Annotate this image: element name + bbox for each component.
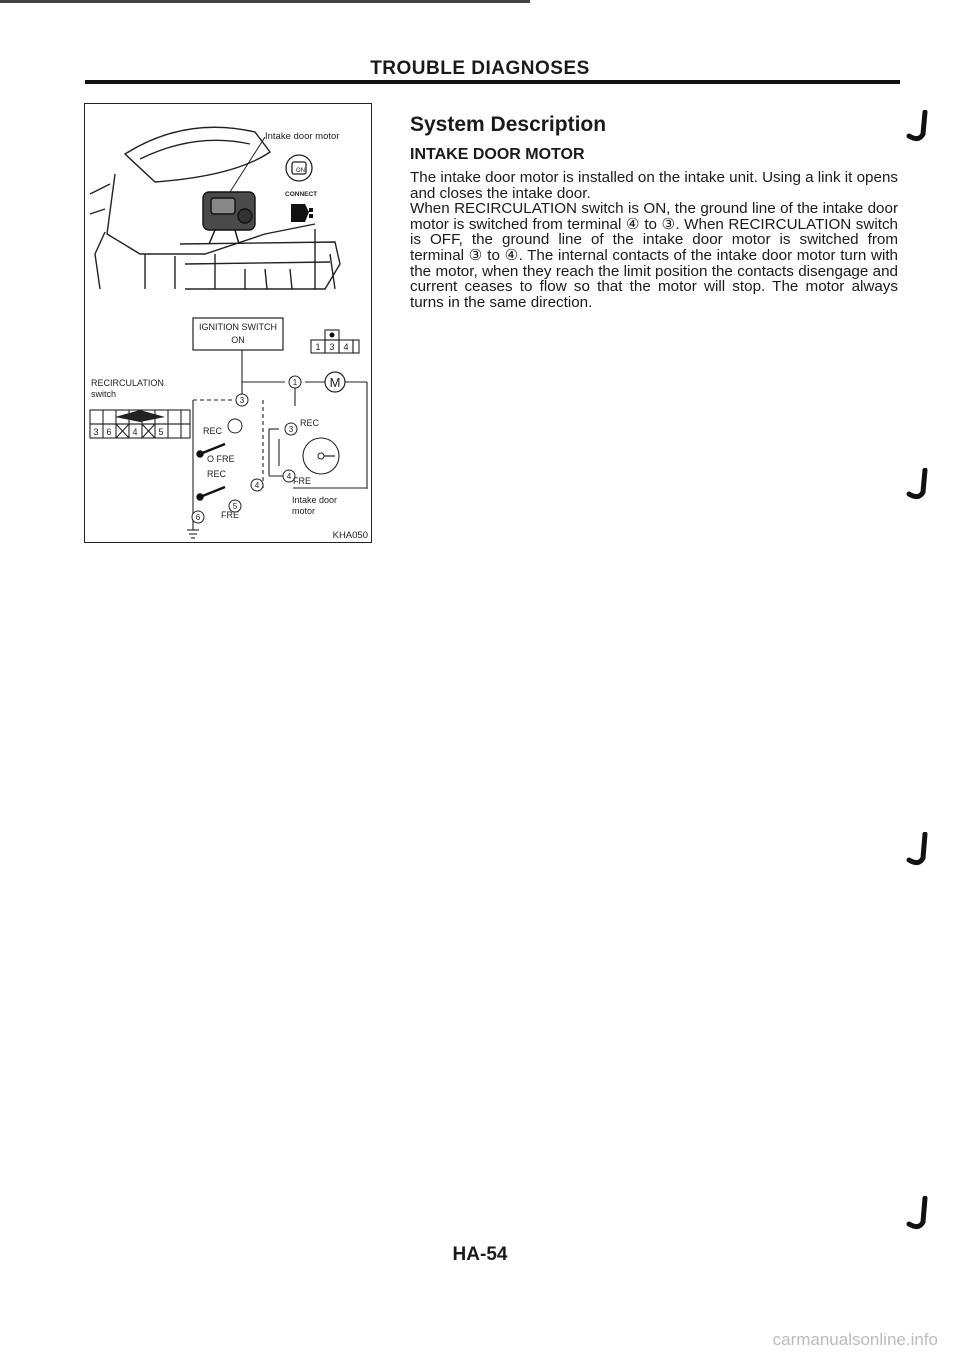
switch-fre-label: FRE xyxy=(221,510,239,520)
edge-tick-mark-3 xyxy=(905,832,933,868)
ign-pin-3: 3 xyxy=(329,342,335,352)
recirc-connector-lock xyxy=(115,410,165,422)
recirc-pin-6: 6 xyxy=(106,427,112,437)
terminal-5: 5 xyxy=(232,502,238,511)
motor-sublabel: motor xyxy=(292,506,316,516)
intake-door-motor-figure xyxy=(84,103,372,543)
header-rule xyxy=(85,80,900,84)
edge-tick-mark-2 xyxy=(905,468,933,502)
section-title: System Description xyxy=(410,113,607,136)
ignition-switch-label: IGNITION SWITCH xyxy=(199,322,277,332)
motor-fre-label: FRE xyxy=(293,476,311,486)
motor-body-illustration xyxy=(203,192,255,244)
connector-label: CONNECT xyxy=(285,191,318,198)
system-description-body xyxy=(410,170,898,310)
figure-drawing xyxy=(85,104,372,543)
top-edge-rule xyxy=(0,0,530,3)
recirc-pin-5: 5 xyxy=(158,427,164,437)
figure-code: KHA050 xyxy=(332,530,368,541)
terminal-6: 6 xyxy=(195,513,201,522)
ign-pin-1: 1 xyxy=(315,342,321,352)
paragraph-1: The intake door motor is installed on the intake unit. Using a link it opens and closes the intake door. xyxy=(410,169,898,202)
motor-symbol-text: M xyxy=(329,375,341,390)
terminal-4-motor: 4 xyxy=(286,472,292,481)
connector-icon xyxy=(291,204,313,222)
rec-contact-symbol xyxy=(228,419,242,433)
intake-door-motor-label: Intake door motor xyxy=(265,131,340,142)
subsection-title: INTAKE DOOR MOTOR xyxy=(410,146,585,163)
recirculation-switch-label: RECIRCULATION xyxy=(91,378,164,388)
terminal-1: 1 xyxy=(292,378,298,387)
ignition-switch-on-label: ON xyxy=(231,335,245,345)
motor-rec-label: REC xyxy=(300,418,320,428)
edge-tick-mark-4 xyxy=(905,1196,933,1232)
recirc-pin-4: 4 xyxy=(132,427,138,437)
ign-pin-4: 4 xyxy=(343,342,349,352)
page-header-title: TROUBLE DIAGNOSES xyxy=(370,58,590,79)
terminal-3-motor: 3 xyxy=(288,425,294,434)
on-icon-text: ON xyxy=(296,168,305,174)
switch-rec-label-upper: REC xyxy=(203,426,223,436)
recirc-pin-3: 3 xyxy=(93,427,99,437)
page-number: HA-54 xyxy=(452,1244,508,1265)
recirculation-switch-sublabel: switch xyxy=(91,389,117,399)
watermark: carmanualsonline.info xyxy=(772,1330,938,1349)
motor-label: Intake door xyxy=(292,495,338,505)
paragraph-2: When RECIRCULATION switch is ON, the ground line of the intake door motor is switched from terminal ④ to ③. When RECIRCULATION switch is OFF, the ground line of the intake door motor is switched from terminal ③ to ④. The internal contacts of the intake door motor turn with the motor, when they reach the limit position the contacts disengage and current ceases to flow so that the motor will stop. The motor always turns in the same direction. xyxy=(410,200,898,311)
switch-rec-label-lower: REC xyxy=(207,469,227,479)
terminal-3-upper: 3 xyxy=(239,396,245,405)
terminal-4-switch: 4 xyxy=(254,481,260,490)
edge-tick-mark-1 xyxy=(905,110,933,144)
switch-ofre-label: O FRE xyxy=(207,454,235,464)
